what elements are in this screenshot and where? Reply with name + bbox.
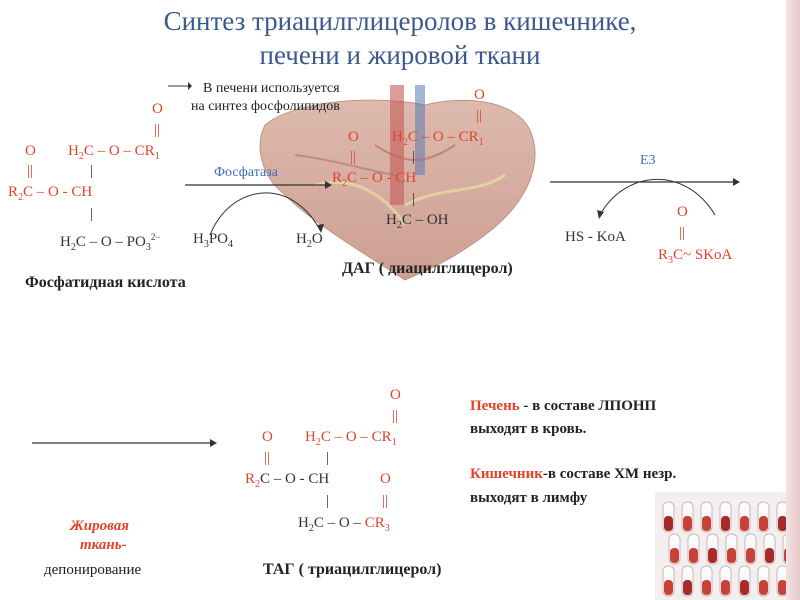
tag-bond-1: | bbox=[326, 450, 330, 466]
h3po4-label: $H_3PO_4$ bbox=[193, 231, 234, 250]
tag-reaction-arrow bbox=[30, 436, 220, 450]
dag-bond-2: | bbox=[412, 191, 416, 207]
tag-o-left: O bbox=[262, 429, 273, 445]
test-tube-liquid bbox=[670, 548, 679, 563]
intestine-destination-line-1: Кишечник-в составе ХМ незр. bbox=[470, 466, 677, 482]
test-tube-liquid bbox=[664, 516, 673, 531]
phosphatidic-acid-label: Фосфатидная кислота bbox=[25, 274, 186, 291]
test-tube-liquid bbox=[702, 580, 711, 595]
adipose-line-3: депонирование bbox=[44, 562, 142, 578]
phosphatase-label: Фосфатаза bbox=[214, 165, 278, 180]
intestine-destination-line-2: выходят в лимфу bbox=[470, 490, 588, 506]
test-tube-liquid bbox=[740, 580, 749, 595]
test-tube-liquid bbox=[727, 548, 736, 563]
acyl-koa-r3c: $R_3C\sim$ SKoA bbox=[658, 247, 733, 266]
tag-bond-2: | bbox=[326, 493, 330, 509]
dag-h2c-top: $H_2C$ – O – $CR_1$ bbox=[392, 129, 484, 148]
pa-bond-1: | bbox=[90, 163, 94, 179]
acyl-koa-o: O bbox=[677, 204, 688, 220]
pa-bond-2: | bbox=[90, 206, 94, 222]
pa-h2c-bottom: $H_2C$ – O – $PO_3^{2-}$ bbox=[60, 232, 161, 253]
tag-h2c-top: $H_2C$ – O – $CR_1$ bbox=[305, 429, 397, 448]
dag-h2c-bottom: $H_2C$ – OH bbox=[386, 212, 449, 231]
test-tube-liquid bbox=[721, 580, 730, 595]
pa-o-left: O bbox=[25, 143, 36, 159]
slide-edge-decoration bbox=[786, 0, 800, 600]
title-line-1: Синтез триацилглицеролов в кишечнике, bbox=[163, 6, 637, 36]
dag-o-top: O bbox=[474, 87, 485, 103]
tag-r2c: $R_2C$ – O - CH bbox=[245, 471, 330, 490]
dag-double-bond-top: || bbox=[476, 108, 483, 124]
pa-o-top: O bbox=[152, 101, 163, 117]
test-tube-liquid bbox=[702, 516, 711, 531]
test-tube-liquid bbox=[683, 516, 692, 531]
dag-label: ДАГ ( диацилглицерол) bbox=[342, 260, 513, 277]
hs-koa-label: HS - KoA bbox=[565, 229, 626, 245]
pa-r2c: $R_2C$ – O - CH bbox=[8, 184, 93, 203]
test-tube-liquid bbox=[746, 548, 755, 563]
title-line-2: печени и жировой ткани bbox=[259, 40, 541, 70]
test-tubes-image bbox=[655, 492, 800, 600]
test-tube-liquid bbox=[708, 548, 717, 563]
tag-label: ТАГ ( триацилглицерол) bbox=[263, 561, 442, 578]
acyl-koa-double-bond: || bbox=[679, 225, 686, 241]
h2o-label: $H_2O$ bbox=[296, 231, 323, 250]
tag-o-right: O bbox=[380, 471, 391, 487]
pa-h2c-top: $H_2C$ – O – $CR_1$ bbox=[68, 143, 160, 162]
test-tube-liquid bbox=[759, 580, 768, 595]
pa-double-bond-left: || bbox=[27, 163, 34, 179]
tag-h2c-bottom: $H_2C$ – O – $CR_3$ bbox=[298, 515, 390, 534]
adipose-line-2: ткань- bbox=[80, 537, 127, 553]
liver-destination-line-2: выходят в кровь. bbox=[470, 421, 587, 437]
tag-double-bond-right: || bbox=[382, 493, 389, 509]
pa-double-bond-top: || bbox=[154, 122, 161, 138]
dag-o-left: O bbox=[348, 129, 359, 145]
tag-double-bond-left: || bbox=[264, 450, 271, 466]
liver-note-arrow bbox=[168, 80, 192, 92]
liver-destination-line-1: Печень - в составе ЛПОНП bbox=[470, 398, 657, 414]
adipose-line-1: Жировая bbox=[70, 518, 129, 534]
test-tube-liquid bbox=[664, 580, 673, 595]
tag-o-top: O bbox=[390, 387, 401, 403]
tag-double-bond-top: || bbox=[392, 408, 399, 424]
test-tube-liquid bbox=[721, 516, 730, 531]
dag-r2c: $R_2C$ – O - CH bbox=[332, 170, 417, 189]
e3-label: E3 bbox=[640, 153, 656, 168]
test-tube-liquid bbox=[683, 580, 692, 595]
liver-note-line-2: на синтез фосфолипидов bbox=[191, 99, 340, 114]
dag-double-bond-left: || bbox=[350, 149, 357, 165]
test-tube-liquid bbox=[689, 548, 698, 563]
dag-bond-1: | bbox=[412, 149, 416, 165]
test-tube-liquid bbox=[740, 516, 749, 531]
liver-note-line-1: В печени используется bbox=[203, 81, 340, 96]
test-tube-liquid bbox=[765, 548, 774, 563]
test-tube-liquid bbox=[759, 516, 768, 531]
